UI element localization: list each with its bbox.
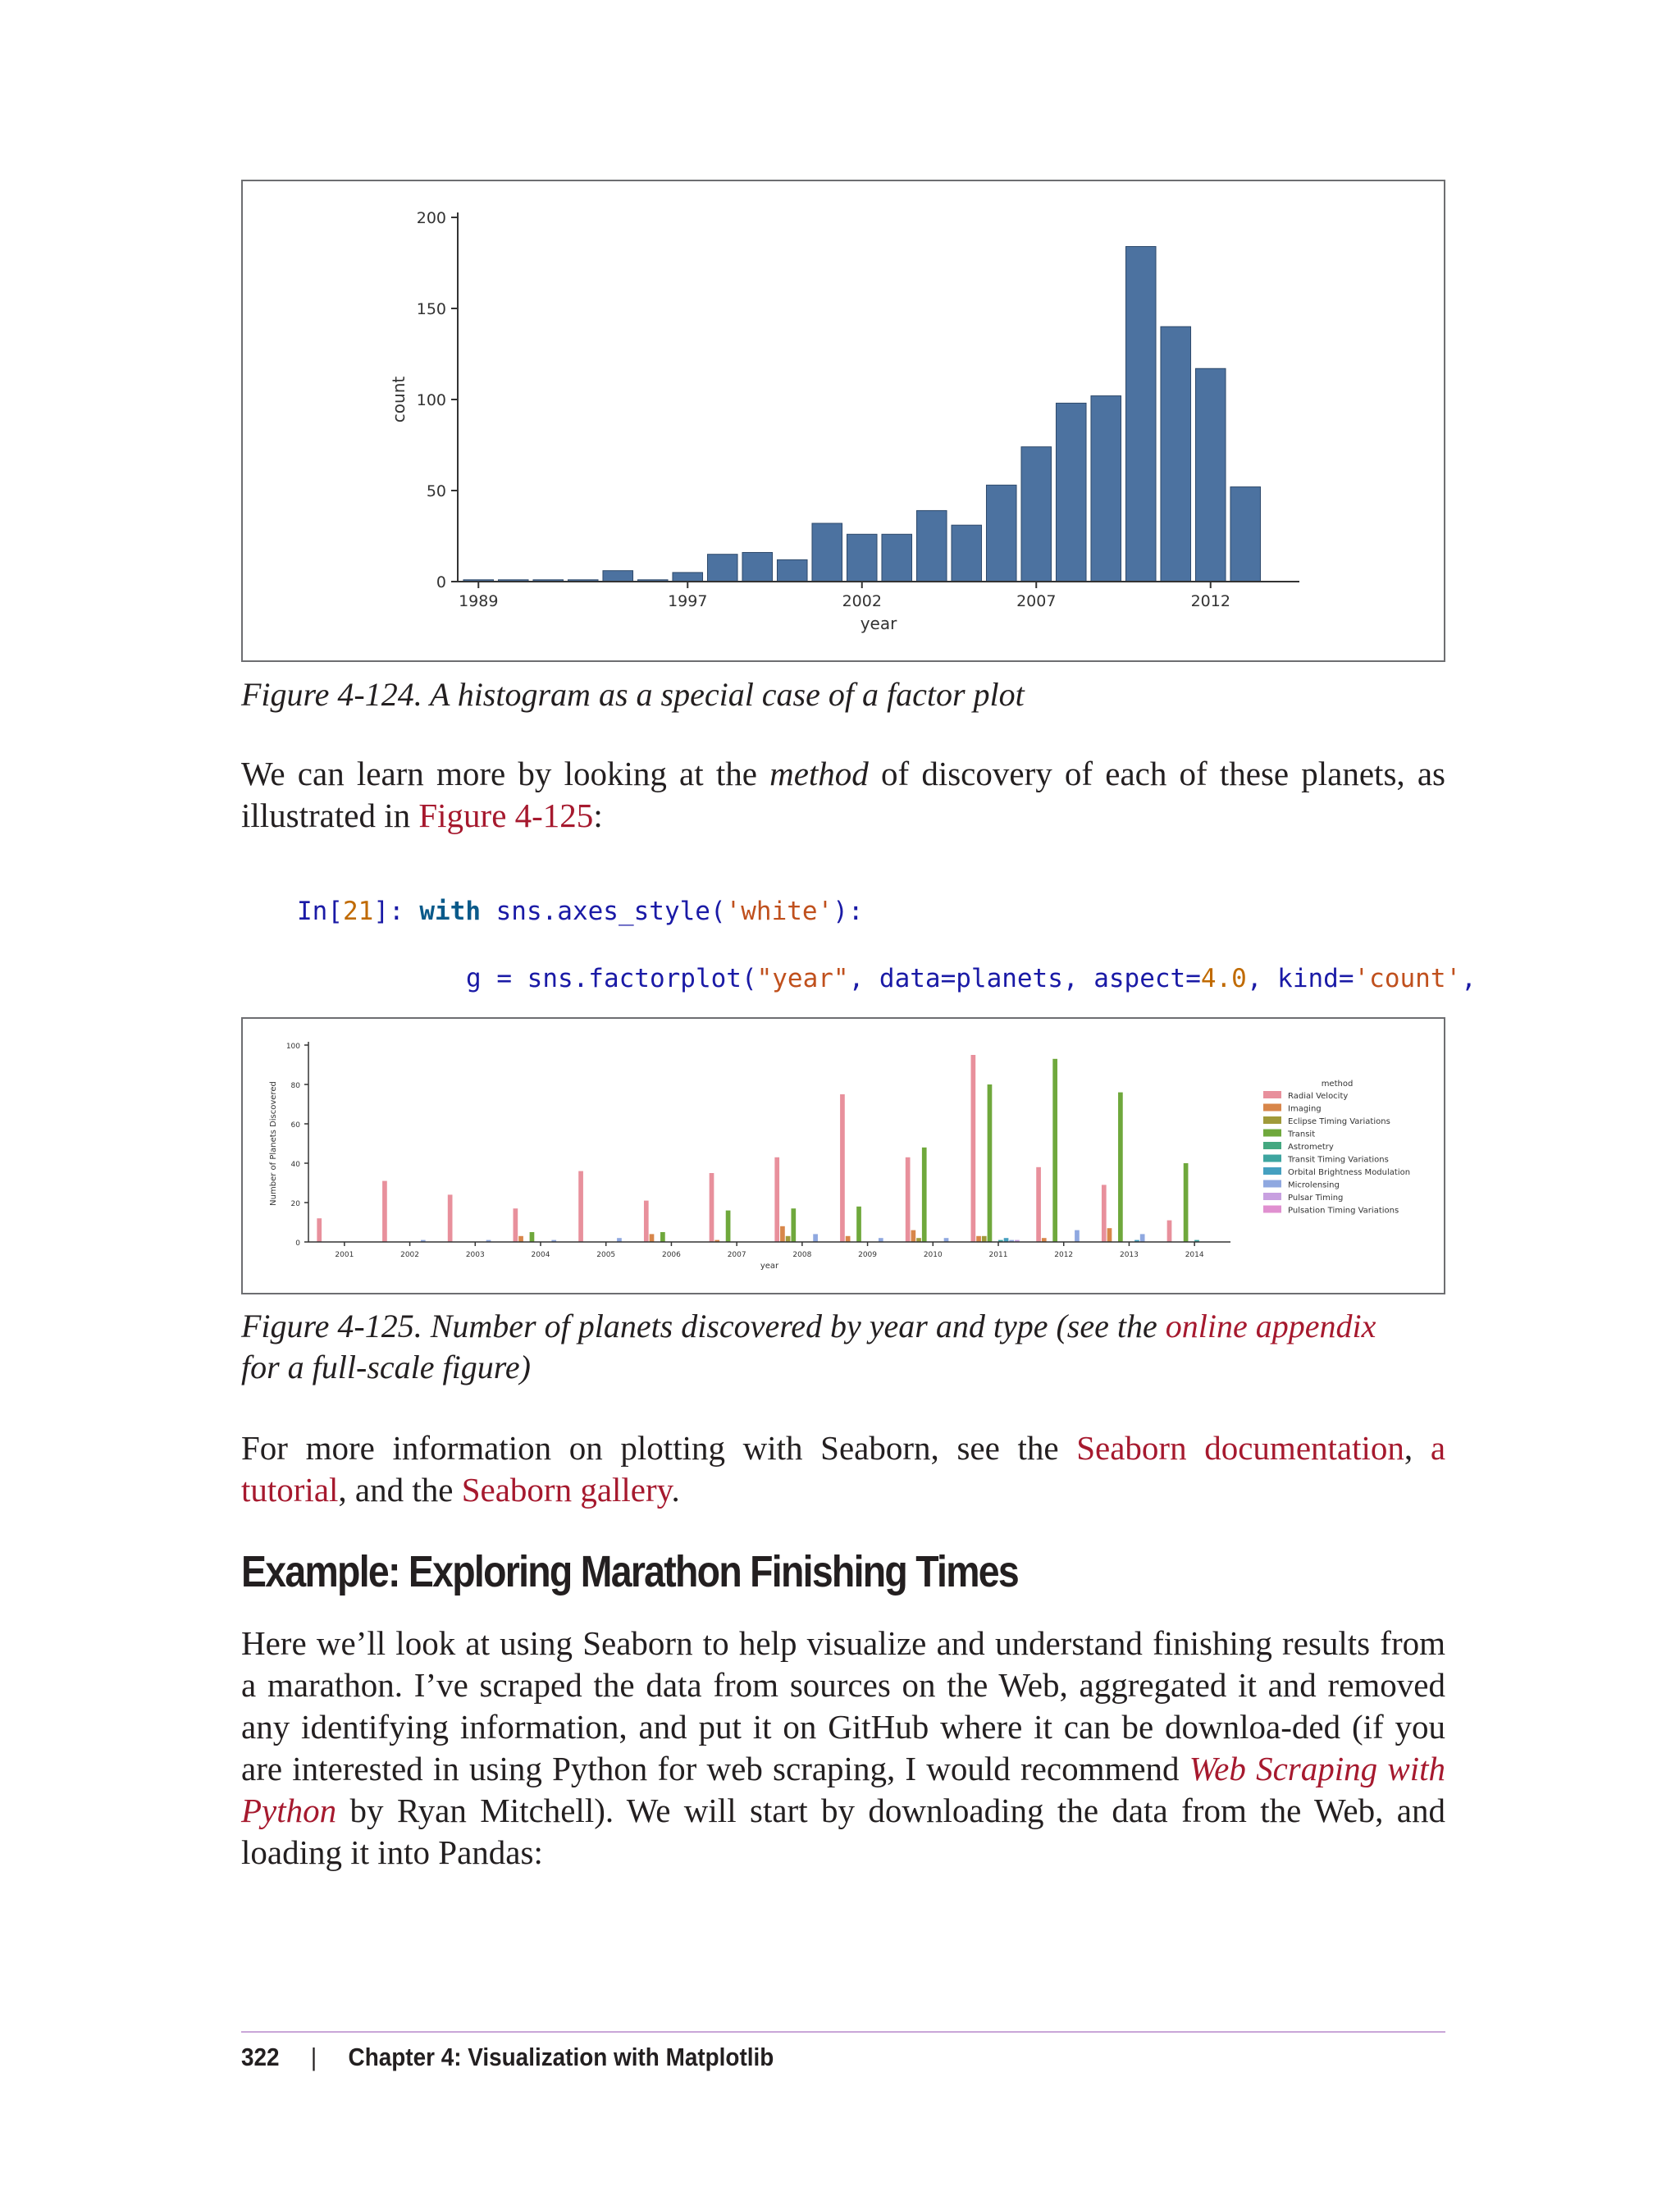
x-tick-label: 2009 — [858, 1251, 878, 1259]
legend-swatch — [1263, 1091, 1281, 1098]
bar-2013-3 — [1118, 1093, 1123, 1242]
page-footer — [241, 2043, 774, 2072]
bar-2008-0 — [774, 1157, 779, 1242]
bar-2006-1 — [650, 1234, 655, 1242]
para-text: : — [593, 797, 603, 834]
bar-2014-3 — [1184, 1163, 1189, 1242]
bar-2014-0 — [1167, 1221, 1172, 1242]
x-tick-label: 2007 — [1016, 592, 1057, 610]
bar-2008-2 — [786, 1236, 791, 1242]
histogram-chart — [243, 181, 1444, 660]
x-tick-label: 2001 — [335, 1251, 354, 1259]
legend-swatch — [1263, 1142, 1281, 1149]
legend-swatch — [1263, 1180, 1281, 1188]
x-tick-label: 2011 — [988, 1251, 1008, 1259]
bar-2005-0 — [578, 1171, 583, 1242]
intro-paragraph — [241, 753, 1445, 837]
y-tick-label: 100 — [285, 1043, 300, 1051]
x-tick-label: 2007 — [727, 1251, 746, 1259]
seaborn-gallery-link[interactable]: Seaborn gallery — [461, 1471, 672, 1509]
bar-2004-1 — [518, 1236, 523, 1242]
bar-2002 — [847, 534, 877, 582]
bar-2001 — [812, 523, 842, 582]
legend-label: Transit Timing Variations — [1288, 1155, 1389, 1165]
bar-2005 — [952, 525, 982, 582]
legend-swatch — [1263, 1193, 1281, 1200]
legend-swatch — [1263, 1104, 1281, 1112]
seaborn-links-paragraph: For more information on plotting with Seaborn, see the Seaborn documentation, a tutorial, and the Seaborn gallery. — [241, 1429, 1446, 1509]
bar-1997 — [673, 573, 703, 582]
marathon-paragraph: Here we’ll look at using Seaborn to help visualize and understand finishing results from a marathon. I’ve scraped the data from sources on the Web, aggregated it and removed any identifying information, and put it on GitHub where it can be downloa-ded (if you are interested in using Python for web scraping, I would recommend Web Scraping with Python by Ryan Mitchell). We will start by downloading the data from the Web, and loading it into Pandas: — [241, 1624, 1446, 1871]
para-text: of discovery of each of these planets, as illustrated in — [241, 755, 1445, 834]
y-tick-label: 150 — [416, 300, 446, 318]
para-text: We can learn more by looking at the — [241, 755, 770, 792]
bar-2011-1 — [976, 1236, 981, 1242]
legend-title: method — [1321, 1080, 1354, 1089]
bar-2009-1 — [846, 1236, 851, 1242]
code-line-1: In[21]: with sns.axes_style('white'): — [297, 897, 864, 926]
figure-4-125-link[interactable]: Figure 4-125 — [418, 797, 594, 834]
legend-label: Microlensing — [1288, 1180, 1340, 1190]
x-tick-label: 2003 — [465, 1251, 485, 1259]
bar-2009-3 — [856, 1207, 861, 1242]
bar-2013-7 — [1140, 1234, 1145, 1242]
bar-2007-3 — [726, 1211, 731, 1242]
bar-2011-2 — [982, 1236, 987, 1242]
x-tick-label: 2014 — [1185, 1251, 1204, 1259]
bar-2012-7 — [1075, 1230, 1080, 1242]
bar-1999 — [742, 552, 773, 582]
x-tick-label: 2005 — [596, 1251, 616, 1259]
x-tick-label: 1989 — [459, 592, 499, 610]
y-tick-label: 200 — [416, 209, 446, 227]
legend-label: Pulsar Timing — [1288, 1194, 1344, 1203]
legend-swatch — [1263, 1167, 1281, 1175]
figure-factorplot-frame — [241, 1017, 1445, 1294]
bar-2010 — [1125, 247, 1156, 582]
bar-2007-0 — [710, 1173, 714, 1242]
bar-2013-0 — [1102, 1185, 1107, 1242]
bar-2007 — [1021, 447, 1052, 582]
bar-2013 — [1230, 487, 1261, 582]
x-tick-label: 2008 — [792, 1251, 812, 1259]
legend-label: Astrometry — [1288, 1143, 1334, 1152]
bar-2004 — [916, 510, 947, 582]
bar-2003-0 — [448, 1194, 453, 1242]
factorplot-chart — [243, 1019, 1444, 1293]
y-tick-label: 100 — [416, 391, 446, 409]
legend-swatch — [1263, 1206, 1281, 1213]
bar-2001-0 — [317, 1218, 322, 1242]
bar-2006-0 — [644, 1201, 649, 1242]
y-tick-label: 40 — [290, 1161, 300, 1169]
x-tick-label: 2012 — [1190, 592, 1230, 610]
footer-rule — [241, 2031, 1445, 2033]
y-tick-label: 0 — [295, 1239, 300, 1248]
footer-separator: | — [310, 2043, 317, 2071]
bar-2004-0 — [514, 1208, 518, 1242]
x-tick-label: 2010 — [923, 1251, 943, 1259]
legend-label: Transit — [1288, 1130, 1316, 1139]
figure-124-caption: Figure 4-124. A histogram as a special case of a factor plot — [241, 676, 1025, 713]
legend-label: Orbital Brightness Modulation — [1288, 1168, 1411, 1177]
bar-2011-0 — [971, 1055, 976, 1242]
x-axis-title: year — [760, 1262, 779, 1271]
y-tick-label: 50 — [426, 482, 446, 500]
bar-1998 — [707, 555, 737, 582]
bar-2006-3 — [660, 1232, 665, 1242]
web-scraping-book-link[interactable]: Web Scraping with Python — [241, 1750, 1446, 1829]
y-tick-label: 80 — [290, 1082, 300, 1090]
y-axis-title: count — [389, 376, 409, 423]
x-tick-label: 2002 — [400, 1251, 420, 1259]
bar-2009 — [1091, 396, 1121, 582]
y-tick-label: 20 — [290, 1200, 300, 1208]
legend-label: Eclipse Timing Variations — [1288, 1117, 1390, 1126]
bar-1995 — [603, 571, 633, 582]
bar-2010-0 — [906, 1157, 911, 1242]
page-number: 322 — [241, 2043, 280, 2071]
figure-125-caption: Figure 4-125. Number of planets discovered by year and type (see the online appendix for a full-scale figure) — [241, 1308, 1376, 1386]
bar-2004-3 — [530, 1232, 535, 1242]
bar-2003 — [882, 534, 912, 582]
para-emphasis: method — [769, 755, 869, 792]
bar-2000 — [777, 559, 807, 582]
x-tick-label: 2013 — [1119, 1251, 1139, 1259]
legend-swatch — [1263, 1116, 1281, 1124]
seaborn-tutorial-link[interactable]: a tutorial — [241, 1429, 1446, 1509]
y-tick-label: 60 — [290, 1121, 300, 1130]
x-tick-label: 2004 — [531, 1251, 550, 1259]
bar-2008-1 — [780, 1226, 785, 1242]
bar-2012 — [1195, 368, 1226, 582]
x-tick-label: 2006 — [661, 1251, 681, 1259]
bar-2012-0 — [1036, 1167, 1041, 1242]
bar-2008-7 — [813, 1234, 818, 1242]
bar-2006 — [986, 485, 1016, 582]
section-heading: Example: Exploring Marathon Finishing Times — [241, 1547, 1019, 1596]
legend-label: Radial Velocity — [1288, 1092, 1349, 1101]
seaborn-documentation-link[interactable]: Seaborn documentation — [1076, 1429, 1404, 1467]
bar-2012-3 — [1052, 1059, 1057, 1242]
bar-2011-3 — [988, 1084, 993, 1242]
code-line-2: g = sns.factorplot("year", data=planets, aspect=4.0, kind='count', — [466, 964, 1477, 993]
y-tick-label: 0 — [436, 573, 446, 591]
x-tick-label: 2012 — [1054, 1251, 1074, 1259]
legend-label: Pulsation Timing Variations — [1288, 1206, 1399, 1216]
online-appendix-link[interactable]: online appendix — [1165, 1308, 1376, 1344]
x-tick-label: 1997 — [668, 592, 708, 610]
bar-2013-1 — [1107, 1228, 1112, 1242]
x-axis-title: year — [860, 614, 897, 633]
bar-2002-0 — [382, 1181, 387, 1242]
bar-2008-3 — [791, 1208, 796, 1242]
figure-histogram-frame — [241, 180, 1445, 662]
legend-swatch — [1263, 1130, 1281, 1137]
x-tick-label: 2002 — [842, 592, 882, 610]
bar-2011 — [1161, 326, 1191, 582]
bar-2008 — [1056, 403, 1086, 582]
legend-label: Imaging — [1288, 1104, 1322, 1114]
bar-2010-1 — [911, 1230, 916, 1242]
legend-swatch — [1263, 1155, 1281, 1162]
chapter-title: Chapter 4: Visualization with Matplotlib — [348, 2043, 774, 2071]
bar-2009-0 — [840, 1094, 845, 1242]
bar-2010-3 — [922, 1148, 927, 1242]
y-axis-title: Number of Planets Discovered — [269, 1081, 278, 1206]
